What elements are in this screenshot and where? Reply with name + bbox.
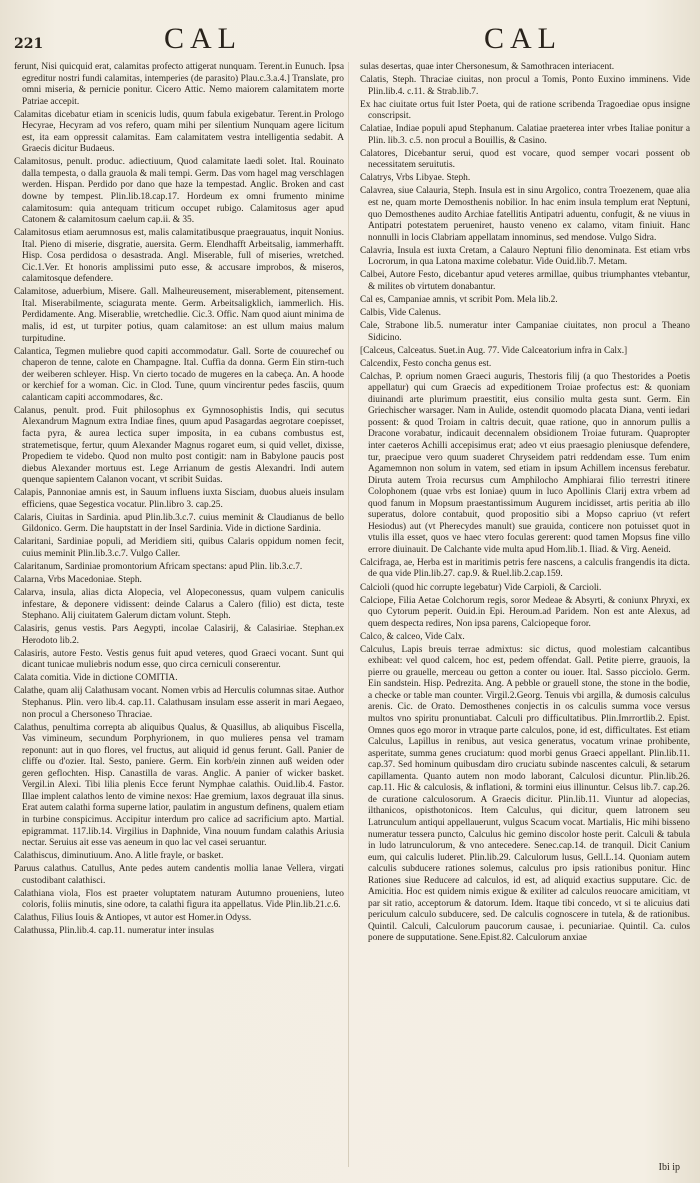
dictionary-entry: Calavrea, siue Calauria, Steph. Insula est in sinu Argolico, contra Troezenem, quae alia est ne, quam morte Demosthenis nobilior. In hac enim insula templum erat Neptuni, quo Demosthenes audito Archiae fatellitis Antipatri aduentu, confugit, & ne viuus in Antipatri potestatem perueniret, hausto veneno ex calamo, vitam finiuit. Hanc nonnulli in locis Clabriam appellatam innominus, sed mendose. Vulgo Sidra. — [360, 186, 690, 243]
dictionary-entry: Cal es, Campaniae amnis, vt scribit Pom. Mela lib.2. — [360, 294, 558, 305]
dictionary-entry: Calcendix, Festo concha genus est. — [360, 358, 492, 369]
page-header — [14, 22, 686, 62]
dictionary-entry: Calathe, quam alij Calathusam vocant. Nomen vrbis ad Herculis columnas sitae. Author Stephanus. Plin. vero lib.4. cap.11. Calathusam insulam esse asserit in mari Aegaeo, non procul a Chersoneso Thraciae. — [14, 686, 344, 720]
dictionary-entry: Cale, Strabone lib.5. numeratur inter Campaniae ciuitates, non procul a Theano Sidicino. — [360, 320, 690, 343]
dictionary-entry: Calaritani, Sardiniae populi, ad Meridiem siti, quibus Calaris oppidum nomen fecit, cuius meminit Plin.lib.3.c.7. Vulgo Caller. — [14, 537, 344, 559]
dictionary-entry: Calamitosus, penult. produc. adiectiuum, Quod calamitate laedi solet. Ital. Rouinato dalla tempesta, o dalla grauola & mali tempi. Germ. Das vom hagel mag verschlagen werden. Hispan. Perdido por dano que haze la tempestad. Anglic. Broken and cast downe by tempest. Plin.lib.18.cap.17. Hordeum ex omni frumento minime calamitosum: quia antequam triticum occupet rubigo. Calamitosus ager apud Catonem & calamitosum caelum cap.ii. & 35. — [14, 157, 344, 226]
dictionary-entry: Calanus, penult. prod. Fuit philosophus ex Gymnosophistis Indis, qui secutus Alexandrum Magnum extra Indiae fines, quum apud Pasagardas aegrotare coepisset, facta pyra, & aurea lectica super imposita, in ea cubans combustus est, stratemetisque, fertur, quum Alexander Magnus rogaret eum, si quid vellet, dixisse, Propediem te videbo. Quod non multo post contigit: nam in Babylone paucis post diebus Alexander mortuus est. Lege Arrianum de gestis Alexandri. Indi autem quenque sapientem Calanon vocant, vt scribit Suidas. — [14, 405, 344, 486]
dictionary-entry: Calapis, Pannoniae amnis est, in Sauum influens iuxta Sisciam, duobus alueis insulam efficiens, quae Segestica vocatur. Plin.libro 3. cap.25. — [14, 488, 344, 510]
dictionary-entry: Calathussa, Plin.lib.4. cap.11. numeratur inter insulas — [14, 926, 214, 937]
dictionary-entry: Calaritanum, Sardiniae promontorium Africam spectans: apud Plin. lib.3.c.7. — [14, 561, 303, 572]
dictionary-entry: Calaris, Ciuitas in Sardinia. apud Plin.lib.3.c.7. cuius meminit & Claudianus de bello Gildonico. Germ. Die hauptstatt in der Insel Sardinia. Vide in dictione Sardinia. — [14, 512, 344, 535]
dictionary-entry: Calatores, Dicebantur serui, quod est vocare, quod semper vocari possent ob necessitatem seruitutis. — [360, 148, 690, 171]
page-number: 221 — [14, 36, 44, 52]
right-text-column — [360, 62, 690, 946]
dictionary-entry: Ex hac ciuitate ortus fuit Ister Poeta, qui de ratione scribenda Tragoediae opus insigne conscripsit. — [360, 99, 690, 122]
dictionary-entry: Paruus calathus. Catullus, Ante pedes autem candentis mollia lanae Vellera, virgati custodibant calathisci. — [14, 864, 344, 886]
dictionary-entry: Calcifraga, ae, Herba est in maritimis petris fere nascens, a calculis frangendis ita dicta. de qua vide Plin.lib.27. cap.9. & Ruel.lib.2.cap.159. — [360, 557, 690, 580]
dictionary-entry: Calbei, Autore Festo, dicebantur apud veteres armillae, quibus triumphantes vtebantur, & milites ob virtutem donabantur. — [360, 270, 690, 292]
left-text-column — [14, 62, 344, 939]
column-divider — [348, 62, 349, 1167]
running-head-left: CAL — [164, 22, 242, 55]
dictionary-entry: Calamitosus etiam aerumnosus est, malis calamitatibusque praegrauatus, inquit Nonius. Ital. Pieno di miserie, disgratie, auersita. Germ. Elendhafft Arbeitsalig, iammerhafft. Hisp. Cosa perdidosa o desastrada. Angl. Miserable, full of miseries, wretched. Cic.1.Ver. Et honoris amplissimi puto esse, & accusare improbos, & miseros, calamitosque defendere. — [14, 228, 344, 285]
dictionary-entry: Calarva, insula, alias dicta Alopecia, vel Alopeconessus, quam vulpem caniculis infestare, & deponere vidissent: deinde Calarus a Calero (filio) est dicta, teste Stephano. Alij ciuitatem Galerum dictam volunt. Steph. — [14, 588, 344, 622]
dictionary-entry: Calatiae, Indiae populi apud Stephanum. Calatiae praeterea inter vrbes Italiae ponitur a Plin. lib.3. c.5. non procul a Bouillis, & Casino. — [360, 124, 690, 146]
dictionary-entry: Calathus, penultima correpta ab aliquibus Qualus, & Quasillus, ab aliquibus Fiscella, Vas vimineum, secundum Porphyrionem, in quo mulieres pensa vel tramam reponunt: aut in quo flores, vel fructus, aut aliquid id genus ferunt. Gall. Panier de cliffe ou d'ozier. Ital. Sesto, paniere. Germ. Ein korb/ein zinnen auß weiden oder geren geflochten. Hisp. Canastilla de varas. Anglic. A panier of wicker basket. Vergil.in Alexi. Tibi lilia plenis Ecce ferunt Nymphae calathis. Ouid.lib.4. Fastor. Illae implent calathos lento de vimine nexos: Hae gremium, laxos degrauat illa sinus. Erat autem calathi forma superne latior, paulatim in angustum definens, qualem etiam in turbine conspicimus. Accipitur interdum pro calice ad sacrificium apto. Martial. epigrammat. 117.lib.14. Virgilius in Daphnide, Vina nouum fundam calathis Ariusia nectar. Seruius ait esse vas aeneum in quo lac vel casei seruantur. — [14, 722, 344, 849]
dictionary-entry: Calathiscus, diminutiuum. Ano. A litle frayle, or basket. — [14, 851, 224, 862]
dictionary-entry: Calciope, Filia Aetae Colchorum regis, soror Medeae & Absyrti, & coniunx Phryxi, ex quo Cytorum peperit. Ouid.in Epi. Heroum.ad Paridem. Non est ante Alexus, ad quem despecta redires, Non ipsa parens, Calciopeque foror. — [360, 595, 690, 629]
dictionary-entry: Calamitas dicebatur etiam in scenicis ludis, quum fabula exigebatur. Terent.in Prologo Hecyrae, Hecyram ad vos refero, quam mihi per silentium Nunquam agere licitum est, ita eam oppressit calamitas. Eam calamitatem vestra intelligentia sedabit. A Graecis dicitur Budaeus. — [14, 109, 344, 155]
dictionary-entry: Calchas, P. oprium nomen Graeci auguris, Thestoris filij (a quo Thestorides a Poetis appellatur) qui cum Graecis ad expeditionem Troiae profectus est: & quoniam diuinandi arte plurimum praestitit, eius consilio multa gesta sunt. Germ. Ein Griechischer warsager. Nam in Aulide, ostendit quomodo placata Diana, venti iedari possent: & quod Troiam in caltris decuit, quae ratione, quo in annorum pullis a Dracone vorabatur, indicauit decennalem obsidionem Troiae futuram. Quapropter inter caeteros Achilli accepisimus erat; adeo vt eius praesagio pleniusque defendere, tur, praecipue vero quum suaderet Chryseidem patri reddendam esse. Tum enim Agamemnon non solum in vatem, sed etiam in ipsum Achillem incensus ferebatur. Diruta autem Troia recursus cum Amphilocho Amphiarai filio terrestri itinere Colophonem (quae vrbs est Ioniae) quum in luco Apollinis Clarij extra vrbem ad quod fanum in Mopsum praestantissimum Augurem incidisset, artis peritia ab illo superatus, dolore contabuit, quod propositio sibi a Mopso capriuo (vt refert Hesiodus) aut (vt Pherecydes manult) sue grauida, conticere non potuisset quot in vtulis illa esset, quos ve haec vtero foculas gererent: quod tamen Mopsus fine villo errore diuinauit. De Calchante vide multa apud Hom.lib.1. Iliad. & Virg. Aeneid. — [360, 371, 690, 555]
dictionary-entry: Calata comitia. Vide in dictione COMITIA. — [14, 673, 178, 684]
dictionary-entry: Calcioli (quod hic corrupte legebatur) Vide Carpioli, & Carcioli. — [360, 582, 602, 593]
dictionary-entry: [Calceus, Calceatus. Suet.in Aug. 77. Vide Calceatorium infra in Calx.] — [360, 345, 628, 356]
dictionary-entry: sulas desertas, quae inter Chersonesum, & Samothracen interiacent. — [360, 62, 615, 72]
dictionary-entry: Calarna, Vrbs Macedoniae. Steph. — [14, 575, 142, 586]
dictionary-entry: Calathiana viola, Flos est praeter voluptatem naturam Autumno proueniens, luteo coloris, foliis minutis, sine odore, ta calathi figura ita appellatus. Vide Plin.lib.21.c.6. — [14, 888, 344, 911]
dictionary-entry: Calculus, Lapis breuis terrae admixtus: sic dictus, quod molestiam calcantibus exhibeat: vel quod calcem, hoc est, pedem offendat. Gall. Petite pierre, grauois, la pierre ou grauelle, merceau ou getton a conter ou iouer. Ital. Sasso picciolo. Germ. Ein sandstein. Hisp. Pedrezita. Ang. A pebble or grauell stone, the stone in the bodie, a checke or table man counter. Virgil.2.Georg. Tenuis vbi argilla, & dumosis calculus arenis. Cic. de Orato. Demosthenes conjectis in os calculis summa voce versus multos vno spiritu pronuntiabat. Calculi pro difficultatibus. Plin.Imrrortlib.2. Epist. Omnes quos ego moror in vtraque parte calculos, pone, id est, difficultates. Est etiam Calculus, Lapillus in renibus, aut vesica generatus, vocatum vrinae prohibente, asperitate, summa genes cruciatum: quod morbi genus Graeci appellant. Plin.lib.11. cap.37. Sed hominum quibusdam diro cruciatu subinde nascentes calculi, & setarum capillamenta. Quanto autem non modo laborant, Calculosi dicuntur. Plin.lib.26. cap.11. Hic & calculosis, & inflationi, & tormini eius illinuntur. Celsus lib.7. cap.26. de curatione calculosorum. A Graecis dicitur. Plin.lib.11. Viuntur ad alopecias, ilthanicos, opisthotonicos. Item Calculus, qui dicitur, quem latronem seu Latrunculum antiqui appellauerunt, vulgus Scacum vocat. Martialis, Hic mihi bisseno numeratur tessera puncto, Calculus hic gemino discolor hoste perit. Calculi & tabula in ludo latrunculorum, & vno antecedere. Senec.cap.14. de tranquil. Dicit Canium eum, qui calculis luderet. Plin.lib.29. Calculorum lusus, Gell.L.14. Quoniam autem calculis subducere rationes solemus, calculus pro ipsis rationibus ponitur. Hinc Rationes siue Reducere ad calculos, id est, ad aliquid exactius supputare. Cic. de Amicitia. Hoc est quidem nimis exigue & exiliter ad calculos reuocare amicitiam, vt par sit ratio, acceptorum & datorum. Idem. Itaque tibi concedo, vt si te alicuius dati periculum calculo subducere, sed. De calculis cognoscere in tutela, & de rationibus. Quintil. Calculi, Calculorum paucorum causae, i. pecuniariae. Quintil. Ca. culos ponere de supputatione. Sene.Epist.82. Calculorum anxiae — [360, 644, 690, 944]
dictionary-entry: Calantica, Tegmen muliebre quod capiti accommodatur. Gall. Sorte de couurechef ou chaperon de tenne, calote en Champagne. Ital. Cuffia da donna. Germ Ein stirn-tuch der weiberen schleyer. Hisp. Vn cierto tocado de mugeres en la cabeça. An. A hoode or kerchief for a woman. Cic. in Clod. Tune, quum vincirentur pedes fasciis, quum calanticam capiti accommodares, &c. — [14, 346, 344, 403]
dictionary-entry: Calathus, Filius Iouis & Antiopes, vt autor est Homer.in Odyss. — [14, 913, 252, 924]
running-head-right: CAL — [484, 22, 562, 55]
dictionary-entry: Calavria, Insula est iuxta Cretam, a Calauro Neptuni filio denominata. Est etiam vrbs Locrorum, in qua Latona maxime colebatur. Vide Ouid.lib.7. Metam. — [360, 245, 690, 268]
dictionary-entry: Calasiris, genus vestis. Pars Aegypti, incolae Calasirij, & Calasiriae. Stephan.ex Herodoto lib.2. — [14, 624, 344, 646]
dictionary-entry: Calco, & calceo, Vide Calx. — [360, 631, 465, 642]
dictionary-entry: Calasiris, autore Festo. Vestis genus fuit apud veteres, quod Graeci vocant. Sunt qui dicant tunicae muliebris nodum esse, quo circa cerniculi conserentur. — [14, 648, 344, 671]
catchword: Ibi ip — [658, 1162, 680, 1173]
dictionary-entry: Calamitose, aduerbium, Misere. Gall. Malheureusement, miserablement, pitensement. Ital. Miserabilmente, sciagurata mente. Germ. Arbeitsaligklich, iammerlich. His. Perdidamente. Ang. Miserablie, wretchedlie. Cic.3. Offic. Nam quod aiunt minima de malis, id est, ut turpiter potius, quam calamitose: an est ullum maius malum turpitudine. — [14, 287, 344, 344]
dictionary-entry: Calatis, Steph. Thraciae ciuitas, non procul a Tomis, Ponto Euxino imminens. Vide Plin.lib.4. c.11. & Strab.lib.7. — [360, 75, 690, 97]
dictionary-entry: ferunt, Nisi quicquid erat, calamitas profecto attigerat nunquam. Terent.in Eunuch. Ipsa egreditur nostri fundi calamitas, intemperies (de parasito) Plau.c.3.a.4.] Translate, pro omni miseria, & pernicie ponitur. Cicero Attic. Nemo maiorem calamitatem morte Patriae accepit. — [14, 62, 344, 107]
dictionary-entry: Calatrys, Vrbs Libyae. Steph. — [360, 173, 471, 184]
dictionary-entry: Calbis, Vide Calenus. — [360, 307, 442, 318]
